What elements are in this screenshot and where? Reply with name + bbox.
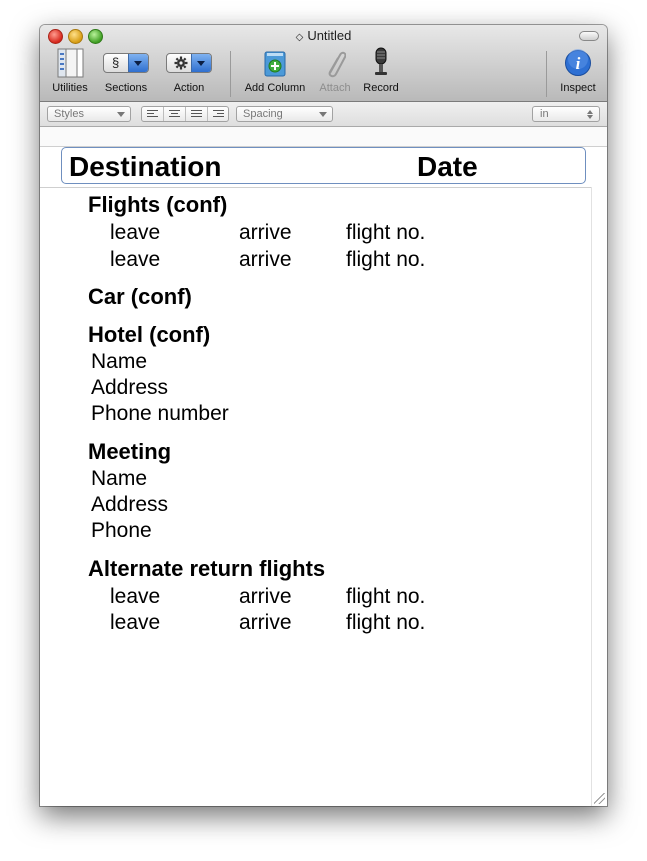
column-header-destination[interactable]: Destination <box>69 151 222 182</box>
record-label: Record <box>363 82 399 94</box>
toolbar-separator <box>546 51 547 97</box>
row-hotel-address[interactable]: Address <box>91 376 169 399</box>
align-right-button[interactable] <box>208 107 230 121</box>
chevron-down-icon <box>117 112 125 117</box>
row-meeting-heading[interactable]: Meeting <box>88 439 172 464</box>
column-header-date[interactable]: Date <box>417 151 478 182</box>
utilities-label: Utilities <box>52 82 88 94</box>
styles-label: Styles <box>54 108 84 120</box>
stepper-down-icon[interactable] <box>587 115 593 119</box>
gear-icon <box>174 56 188 70</box>
attach-button[interactable] <box>314 49 356 99</box>
chevron-down-icon <box>191 54 211 72</box>
app-window <box>40 25 607 806</box>
sections-popup[interactable] <box>103 53 149 73</box>
sections-button[interactable] <box>102 49 150 99</box>
row-alternate-arrive[interactable]: arrive <box>239 611 292 634</box>
ruler <box>40 127 607 147</box>
align-justify-button[interactable] <box>186 107 208 121</box>
row-alternate-heading[interactable]: Alternate return flights <box>88 556 326 581</box>
chevron-down-icon <box>128 54 148 72</box>
stepper-up-icon[interactable] <box>587 110 593 114</box>
add-column-label: Add Column <box>244 82 306 94</box>
inspect-button[interactable] <box>554 49 602 99</box>
row-hotel-phone[interactable]: Phone number <box>91 402 229 425</box>
outline-document[interactable] <box>40 147 607 806</box>
info-icon <box>564 49 592 77</box>
utilities-button[interactable] <box>50 49 90 99</box>
paperclip-icon <box>324 49 346 79</box>
add-column-button[interactable] <box>240 49 310 99</box>
vertical-scrollbar[interactable] <box>591 187 607 806</box>
modified-indicator: ◇ <box>295 32 304 43</box>
row-flights-leave[interactable]: leave <box>110 248 161 271</box>
section-icon: § <box>112 55 120 70</box>
units-stepper[interactable] <box>532 106 600 122</box>
row-flights-arrive[interactable]: arrive <box>239 221 292 244</box>
toolbar-separator <box>230 51 231 97</box>
row-car-heading[interactable]: Car (conf) <box>88 284 192 309</box>
header-divider <box>40 187 607 188</box>
units-label: in <box>540 108 549 120</box>
spacing-popup[interactable] <box>236 106 333 122</box>
row-meeting-name[interactable]: Name <box>91 467 148 490</box>
attach-label: Attach <box>319 82 351 94</box>
row-flights-arrive[interactable]: arrive <box>239 248 292 271</box>
window-title <box>40 28 607 43</box>
title-bar <box>40 25 607 102</box>
svg-text:i: i <box>575 54 581 73</box>
sections-label: Sections <box>104 82 148 94</box>
row-flights-heading[interactable]: Flights (conf) <box>88 192 228 217</box>
row-alternate-flight-no[interactable]: flight no. <box>346 611 426 634</box>
column-header-row <box>61 147 586 184</box>
format-bar <box>40 102 607 127</box>
action-popup[interactable] <box>166 53 212 73</box>
window-title-text: Untitled <box>307 28 352 43</box>
row-flights-flight-no[interactable]: flight no. <box>346 221 426 244</box>
record-button[interactable] <box>360 49 402 99</box>
row-flights-flight-no[interactable]: flight no. <box>346 248 426 271</box>
row-hotel-name[interactable]: Name <box>91 350 148 373</box>
row-meeting-phone[interactable]: Phone <box>91 519 152 542</box>
spacing-label: Spacing <box>243 108 283 120</box>
microphone-icon <box>371 47 391 79</box>
action-button[interactable] <box>165 49 213 99</box>
row-hotel-heading[interactable]: Hotel (conf) <box>88 322 211 347</box>
utilities-icon <box>55 47 85 79</box>
row-alternate-arrive[interactable]: arrive <box>239 585 292 608</box>
action-label: Action <box>173 82 205 94</box>
row-flights-leave[interactable]: leave <box>110 221 161 244</box>
styles-popup[interactable] <box>47 106 131 122</box>
inspect-label: Inspect <box>560 82 596 94</box>
row-alternate-leave[interactable]: leave <box>110 585 161 608</box>
toolbar-toggle-button[interactable] <box>579 31 599 41</box>
align-left-button[interactable] <box>142 107 164 121</box>
row-alternate-leave[interactable]: leave <box>110 611 161 634</box>
add-column-icon <box>263 50 287 78</box>
row-meeting-address[interactable]: Address <box>91 493 169 516</box>
chevron-down-icon <box>319 112 327 117</box>
row-alternate-flight-no[interactable]: flight no. <box>346 585 426 608</box>
resize-grip-icon[interactable] <box>594 793 605 804</box>
alignment-control <box>141 106 229 122</box>
align-center-button[interactable] <box>164 107 186 121</box>
